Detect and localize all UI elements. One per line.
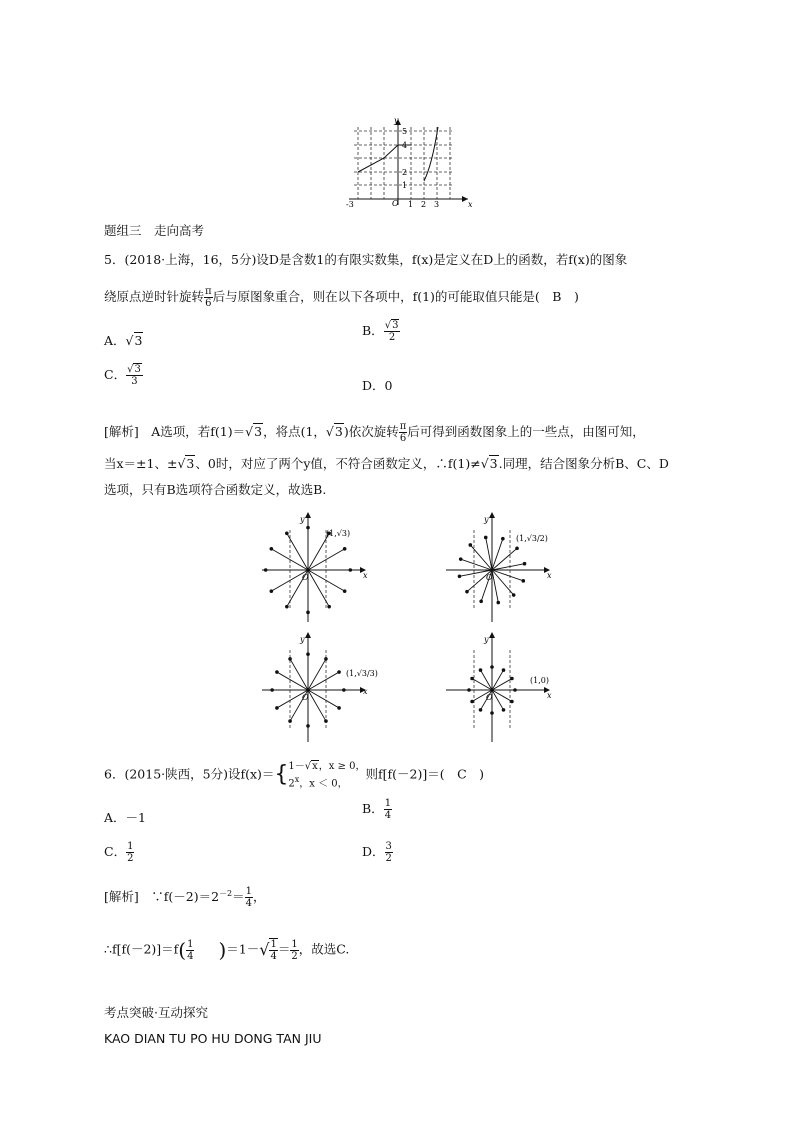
star-graph-a-ylabel: y [300,515,305,524]
q5-option-d-value: 0 [384,378,393,393]
star-graph-b-point-3 [469,543,473,547]
q6-case1-c: ，x ≥ 0， [318,761,366,772]
footer-title: 考点突破·互动探究 [104,1005,208,1020]
star-graph-b-point-1 [501,537,505,541]
star-graph-a-point-7 [306,611,310,615]
star-graph-d-point-2 [502,668,506,672]
analysis5-line2-e: .同理，结合图象分析B、C、D [498,456,669,471]
analysis5-line2-sqrt-b: 3 [489,456,498,471]
star-graph-d-xlabel: x [547,691,552,700]
star-graph-c-point-3 [288,657,292,661]
star-graph-b-point-6 [465,590,469,594]
q6-option-d-den: 2 [385,853,392,864]
analysis6-l2-res-den: 2 [291,950,298,962]
q6-option-c [104,841,134,864]
star-graph-d-point-9 [490,711,494,715]
analysis6-l2-sqrt-num: 1 [270,939,277,950]
star-graph-b-point-9 [512,593,516,597]
top-graph-origin: O [392,199,399,208]
star-graph-a-point-9 [343,589,347,593]
analysis5-line2: 当x＝±1、±√3、0时，对应了两个y值，不符合函数定义，∴f(1)≠√3.同理，结合图象分析B、C、D [104,456,669,471]
star-graph-c-xlabel: x [363,687,368,696]
star-graph-d-origin: O [486,693,493,702]
star-graph-b-point-11 [523,562,527,566]
q5-line2-post: 后与原图象重合，则在以下各项中，f(1)的可能取值只能是( B ) [212,289,579,304]
analysis6-line2: ∴f[f(－2)]＝f( $\frac{1}{4}$ )＝1－√ $\frac{1}{4}$ ＝ $\frac{1}{2}$ ，故选C. [104,938,350,962]
q6-option-d [362,841,393,864]
q5-pi-over-6 [204,286,213,309]
star-graph-c-point-1 [324,657,328,661]
analysis5-six: 6 [399,433,407,444]
q6-option-d-label: D． [362,844,385,859]
star-graph-c-point-10 [337,706,341,710]
q6-stem-post: 则f[f(－2)]＝( C ) [365,766,485,782]
top-graph-ytick-5: 5 [402,127,408,136]
analysis6-l2-d: ，故选C. [298,941,350,957]
analysis6-l1-a: ∵f(－2)＝2 [138,889,220,905]
star-graph-d-rays [446,632,550,742]
star-graph-c-point-8 [306,724,310,728]
star-graph-a-xlabel: x [363,571,368,580]
analysis6-line1 [104,886,266,909]
top-graph-x-label: x [468,200,473,209]
star-graph-c-rays [262,632,366,742]
analysis5-line2-sqrt-a: 3 [186,456,195,471]
q6-case2-exp: x [294,775,300,784]
q6-option-b-label: B． [362,801,384,816]
star-graph-a-point-4 [264,568,268,572]
analysis6-l2-a: ∴f[f(－2)]＝f [104,941,179,957]
analysis5-pi: π [399,421,407,432]
q6-option-c-label: C． [104,844,127,859]
top-graph-ytick-2: 2 [402,168,408,177]
star-graph-a-point-5 [270,589,274,593]
star-graph-b-point-7 [479,599,483,603]
star-graph-c-ylabel: y [300,635,305,644]
analysis5-line1: [解析] A选项，若f(1)＝√3，将点(1，√3)依次旋转 $\frac{\pi}{6}$ 后可得到函数图象上的一些点，由图可知， [104,421,645,444]
q5-option-a: A．√3 [104,333,143,348]
star-graph-d-point-3 [490,665,494,669]
q6-option-c-den: 2 [127,853,134,864]
star-graph-a-point-1 [306,526,310,530]
q5-line2-pre: 绕原点逆时针旋转 [104,289,205,304]
analysis6-l1-num: 1 [245,886,253,898]
analysis5-text-e: )依次旋转 [343,424,399,439]
star-graph-b-point-0 [515,547,519,551]
footer-pinyin: KAO DIAN TU PO HU DONG TAN JIU [104,1031,322,1046]
analysis5-text-c: ，将点(1， [263,424,326,439]
top-graph-ytick-1: 1 [402,181,408,190]
analysis5-line2-a: 当x＝±1、± [104,456,178,471]
q6-option-c-num: 1 [127,841,134,852]
star-graph-c-point-9 [324,719,328,723]
star-graph-d-point-11 [510,700,514,704]
q5-option-c: C． $\frac{√3}{3}$ [104,364,141,387]
star-graph-c-point-7 [288,719,292,723]
q6-option-b [362,798,392,821]
star-graph-a-rays [262,512,366,622]
star-graph-c-origin: O [302,693,309,702]
star-graph-d-y-arrow [489,632,495,638]
q6-option-b-den: 4 [384,810,392,821]
q6-case1-x: x [312,761,318,772]
q6-option-b-num: 1 [384,798,392,809]
star-graph-a-point-3 [270,547,274,551]
star-graph-a-point-label: (1,√3) [326,529,351,538]
q5-line2 [104,286,579,309]
q5-option-b: B． $\frac{√3}{2}$ [362,320,399,343]
q6-case1-a: 1－ [288,761,305,772]
analysis5-tag: [解析] [104,424,139,439]
star-graph-d-point-6 [467,688,471,692]
analysis6-tag: [解析] [104,889,139,905]
section-title: 题组三 走向高考 [104,223,205,238]
star-graph-b-point-2 [484,536,488,540]
q5-option-d-label: D． [362,378,385,393]
star-graph-a [262,510,372,622]
star-graph-d-point-0 [513,688,517,692]
q5-option-a-label: A． [104,333,126,348]
top-graph-ytick-4: 4 [402,141,408,150]
analysis6-l1-den: 4 [245,898,253,910]
star-graph-a-point-6 [285,605,289,609]
star-graph-b-ray-8 [492,570,498,603]
star-graph-c-point-0 [337,670,341,674]
q5-option-c-num: 3 [134,364,141,375]
analysis6-l2-b: ＝1－ [226,941,260,957]
star-graph-b-y-arrow [489,512,495,518]
q5-option-a-value: 3 [134,333,143,348]
q5-six: 6 [205,298,212,309]
q6-option-d-num: 3 [385,841,392,852]
star-graph-b-ray-11 [492,564,525,570]
star-graph-d-point-5 [470,677,474,681]
q6-stem: 6．(2015·陕西，5分)设f(x)＝{ 1－√x，x ≥ 0， 2$^x$，x ＜ 0， 则f[f(－2)]＝( C ) [104,761,485,790]
star-graph-c [262,630,380,742]
star-graph-d [446,630,564,742]
analysis5-sqrt3-b: 3 [334,424,343,439]
star-graph-b-point-8 [496,601,500,605]
star-graph-d-point-4 [479,668,483,672]
star-graph-d-point-label: (1,0) [530,676,549,685]
star-graph-b-xlabel: x [547,571,552,580]
star-graph-d-point-8 [479,708,483,712]
q6-stem-pre: 6．(2015·陕西，5分)设f(x)＝ [104,766,275,782]
star-graph-c-point-2 [306,652,310,656]
q5-option-d [362,376,392,394]
star-graph-b-ray-2 [486,537,492,570]
star-graph-a-point-10 [349,568,353,572]
top-graph-xtick-neg3: -3 [346,200,354,209]
analysis6-l2-den: 4 [187,950,194,962]
q5-option-b-den: 2 [388,332,396,343]
analysis5-line2-c: 、0时，对应了两个y值，不符合函数定义，∴f(1)≠ [195,456,481,471]
star-graph-a-origin: O [302,573,309,582]
analysis5-pi-over-6 [399,421,408,444]
analysis6-l1-exp: －2 [219,889,233,898]
star-graph-c-point-4 [275,670,279,674]
q5-pi: π [205,286,212,297]
analysis6-l2-res-num: 1 [291,938,298,950]
top-graph-xtick-3: 3 [434,200,440,209]
star-graph-d-point-10 [502,708,506,712]
star-graph-d-ylabel: y [484,635,489,644]
top-graph-y-label: y [394,116,399,125]
q5-option-b-num: 3 [392,320,399,331]
star-graph-b-point-10 [521,579,525,583]
star-graph-b-origin: O [486,573,493,582]
analysis6-l1-c: ， [253,889,266,905]
q6-piecewise: 1－√x，x ≥ 0， 2$^x$，x ＜ 0， [288,761,366,790]
analysis6-l2-c: ＝ [277,941,291,957]
q5-line1: 5．(2018·上海，16，5分)设D是含数1的有限实数集，f(x)是定义在D上的函数，若f(x)的图象 [104,252,628,267]
star-graph-a-point-2 [285,532,289,536]
top-function-graph [344,115,479,210]
star-graph-b-point-4 [459,557,463,561]
star-graph-a-y-arrow [305,512,311,518]
analysis5-text-a: A选项，若f(1)＝ [138,424,246,439]
q6-option-a-value: －1 [125,810,146,825]
analysis6-l2-num: 1 [187,938,194,950]
star-graph-c-point-11 [342,688,346,692]
analysis6-l2-sqrt-den: 4 [270,951,277,962]
q6-option-a-label: A． [104,810,126,825]
star-graph-a-point-8 [327,605,331,609]
analysis6-l1-b: ＝ [232,889,245,905]
q5-option-c-den: 3 [131,376,138,387]
star-graph-b [446,510,556,622]
q6-case2-c: ，x ＜ 0， [299,778,348,790]
star-graph-c-point-6 [275,706,279,710]
star-graph-c-point-5 [270,688,274,692]
star-graph-c-point-label: (1,√3/3) [346,669,378,678]
analysis5-sqrt3-a: 3 [254,424,263,439]
star-graph-d-point-7 [470,700,474,704]
q5-option-b-label: B． [362,323,384,338]
star-graph-b-rays [446,512,550,622]
analysis5-text-f: 后可得到函数图象上的一些点，由图可知， [407,424,645,439]
top-graph-xtick-1: 1 [408,200,414,209]
q5-option-c-label: C． [104,367,127,382]
analysis5-line3: 选项，只有B选项符合函数定义，故选B. [104,482,327,497]
star-graph-b-ylabel: y [484,515,489,524]
q6-option-a [104,808,146,826]
star-graph-b-point-label: (1,√3/2) [516,534,548,543]
top-graph-xtick-2: 2 [421,200,427,209]
star-graph-d-point-1 [510,677,514,681]
star-graph-c-y-arrow [305,632,311,638]
star-graph-b-point-5 [458,574,462,578]
star-graph-a-point-11 [343,547,347,551]
q6-case2-base: 2 [288,778,295,790]
